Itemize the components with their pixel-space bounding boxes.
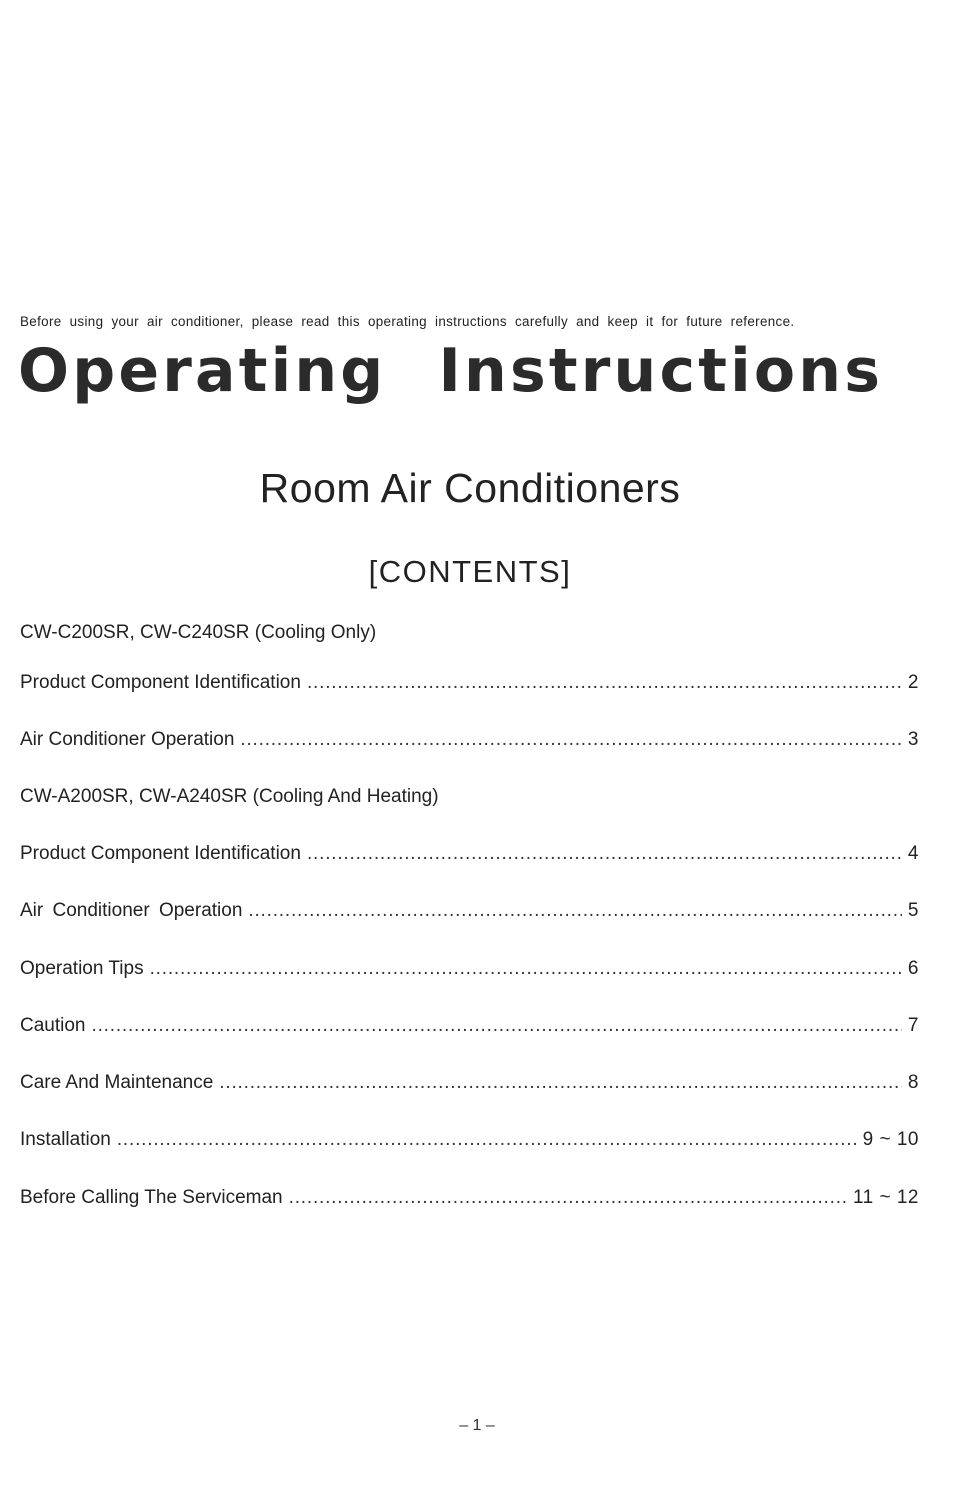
toc-entry-title: Product Component Identification — [20, 843, 301, 864]
toc-entry-product-component-identification-cooling[interactable] — [20, 671, 919, 695]
toc-entry-title: Air Conditioner Operation — [20, 729, 235, 750]
toc-entry-before-calling-the-serviceman[interactable] — [20, 1186, 919, 1210]
toc-entry-page: 7 — [907, 1015, 919, 1036]
toc-entry-title: Air Conditioner Operation — [20, 900, 243, 921]
toc-dot-leader — [219, 1071, 902, 1095]
toc-entry-installation[interactable] — [20, 1128, 919, 1152]
toc-entry-title: Before Calling The Serviceman — [20, 1187, 283, 1208]
toc-entry-page: 6 — [907, 958, 919, 979]
toc-entry-page: 5 — [907, 900, 919, 921]
toc-dot-leader — [248, 899, 902, 923]
toc-dot-leader — [117, 1128, 857, 1152]
toc-entry-air-conditioner-operation-heating[interactable] — [20, 899, 919, 923]
toc-dot-leader — [307, 842, 902, 866]
model-heading-cooling-and-heating: CW-A200SR, CW-A240SR (Cooling And Heating) — [20, 786, 439, 807]
toc-entry-page: 4 — [907, 843, 919, 864]
model-heading-cooling-only: CW-C200SR, CW-C240SR (Cooling Only) — [20, 622, 377, 643]
toc-entry-title: Care And Maintenance — [20, 1072, 214, 1093]
reading-notice: Before using your air conditioner, please read this operating instructions carefully and keep it for future reference. — [20, 314, 795, 329]
toc-entry-title: Product Component Identification — [20, 672, 301, 693]
toc-entry-page: 3 — [907, 729, 919, 750]
page-number: – 1 – — [459, 1417, 495, 1434]
toc-entry-air-conditioner-operation-cooling[interactable] — [20, 728, 919, 752]
toc-dot-leader — [150, 957, 902, 981]
toc-entry-product-component-identification-heating[interactable] — [20, 842, 919, 866]
toc-entry-caution[interactable] — [20, 1014, 919, 1038]
document-title: Operating Instructions — [18, 336, 884, 406]
toc-dot-leader — [307, 671, 902, 695]
toc-dot-leader — [240, 728, 902, 752]
toc-dot-leader — [92, 1014, 902, 1038]
toc-entry-title: Caution — [20, 1015, 86, 1036]
document-subtitle: Room Air Conditioners — [259, 465, 681, 511]
toc-entry-care-and-maintenance[interactable] — [20, 1071, 919, 1095]
toc-entry-page: 11 ~ 12 — [852, 1187, 919, 1208]
toc-entry-page: 8 — [907, 1072, 919, 1093]
toc-entry-title: Installation — [20, 1129, 111, 1150]
toc-entry-operation-tips[interactable] — [20, 957, 919, 981]
toc-entry-page: 2 — [907, 672, 919, 693]
contents-heading: [CONTENTS] — [368, 554, 572, 589]
toc-entry-page: 9 ~ 10 — [862, 1129, 919, 1150]
toc-entry-title: Operation Tips — [20, 958, 144, 979]
toc-dot-leader — [289, 1186, 847, 1210]
